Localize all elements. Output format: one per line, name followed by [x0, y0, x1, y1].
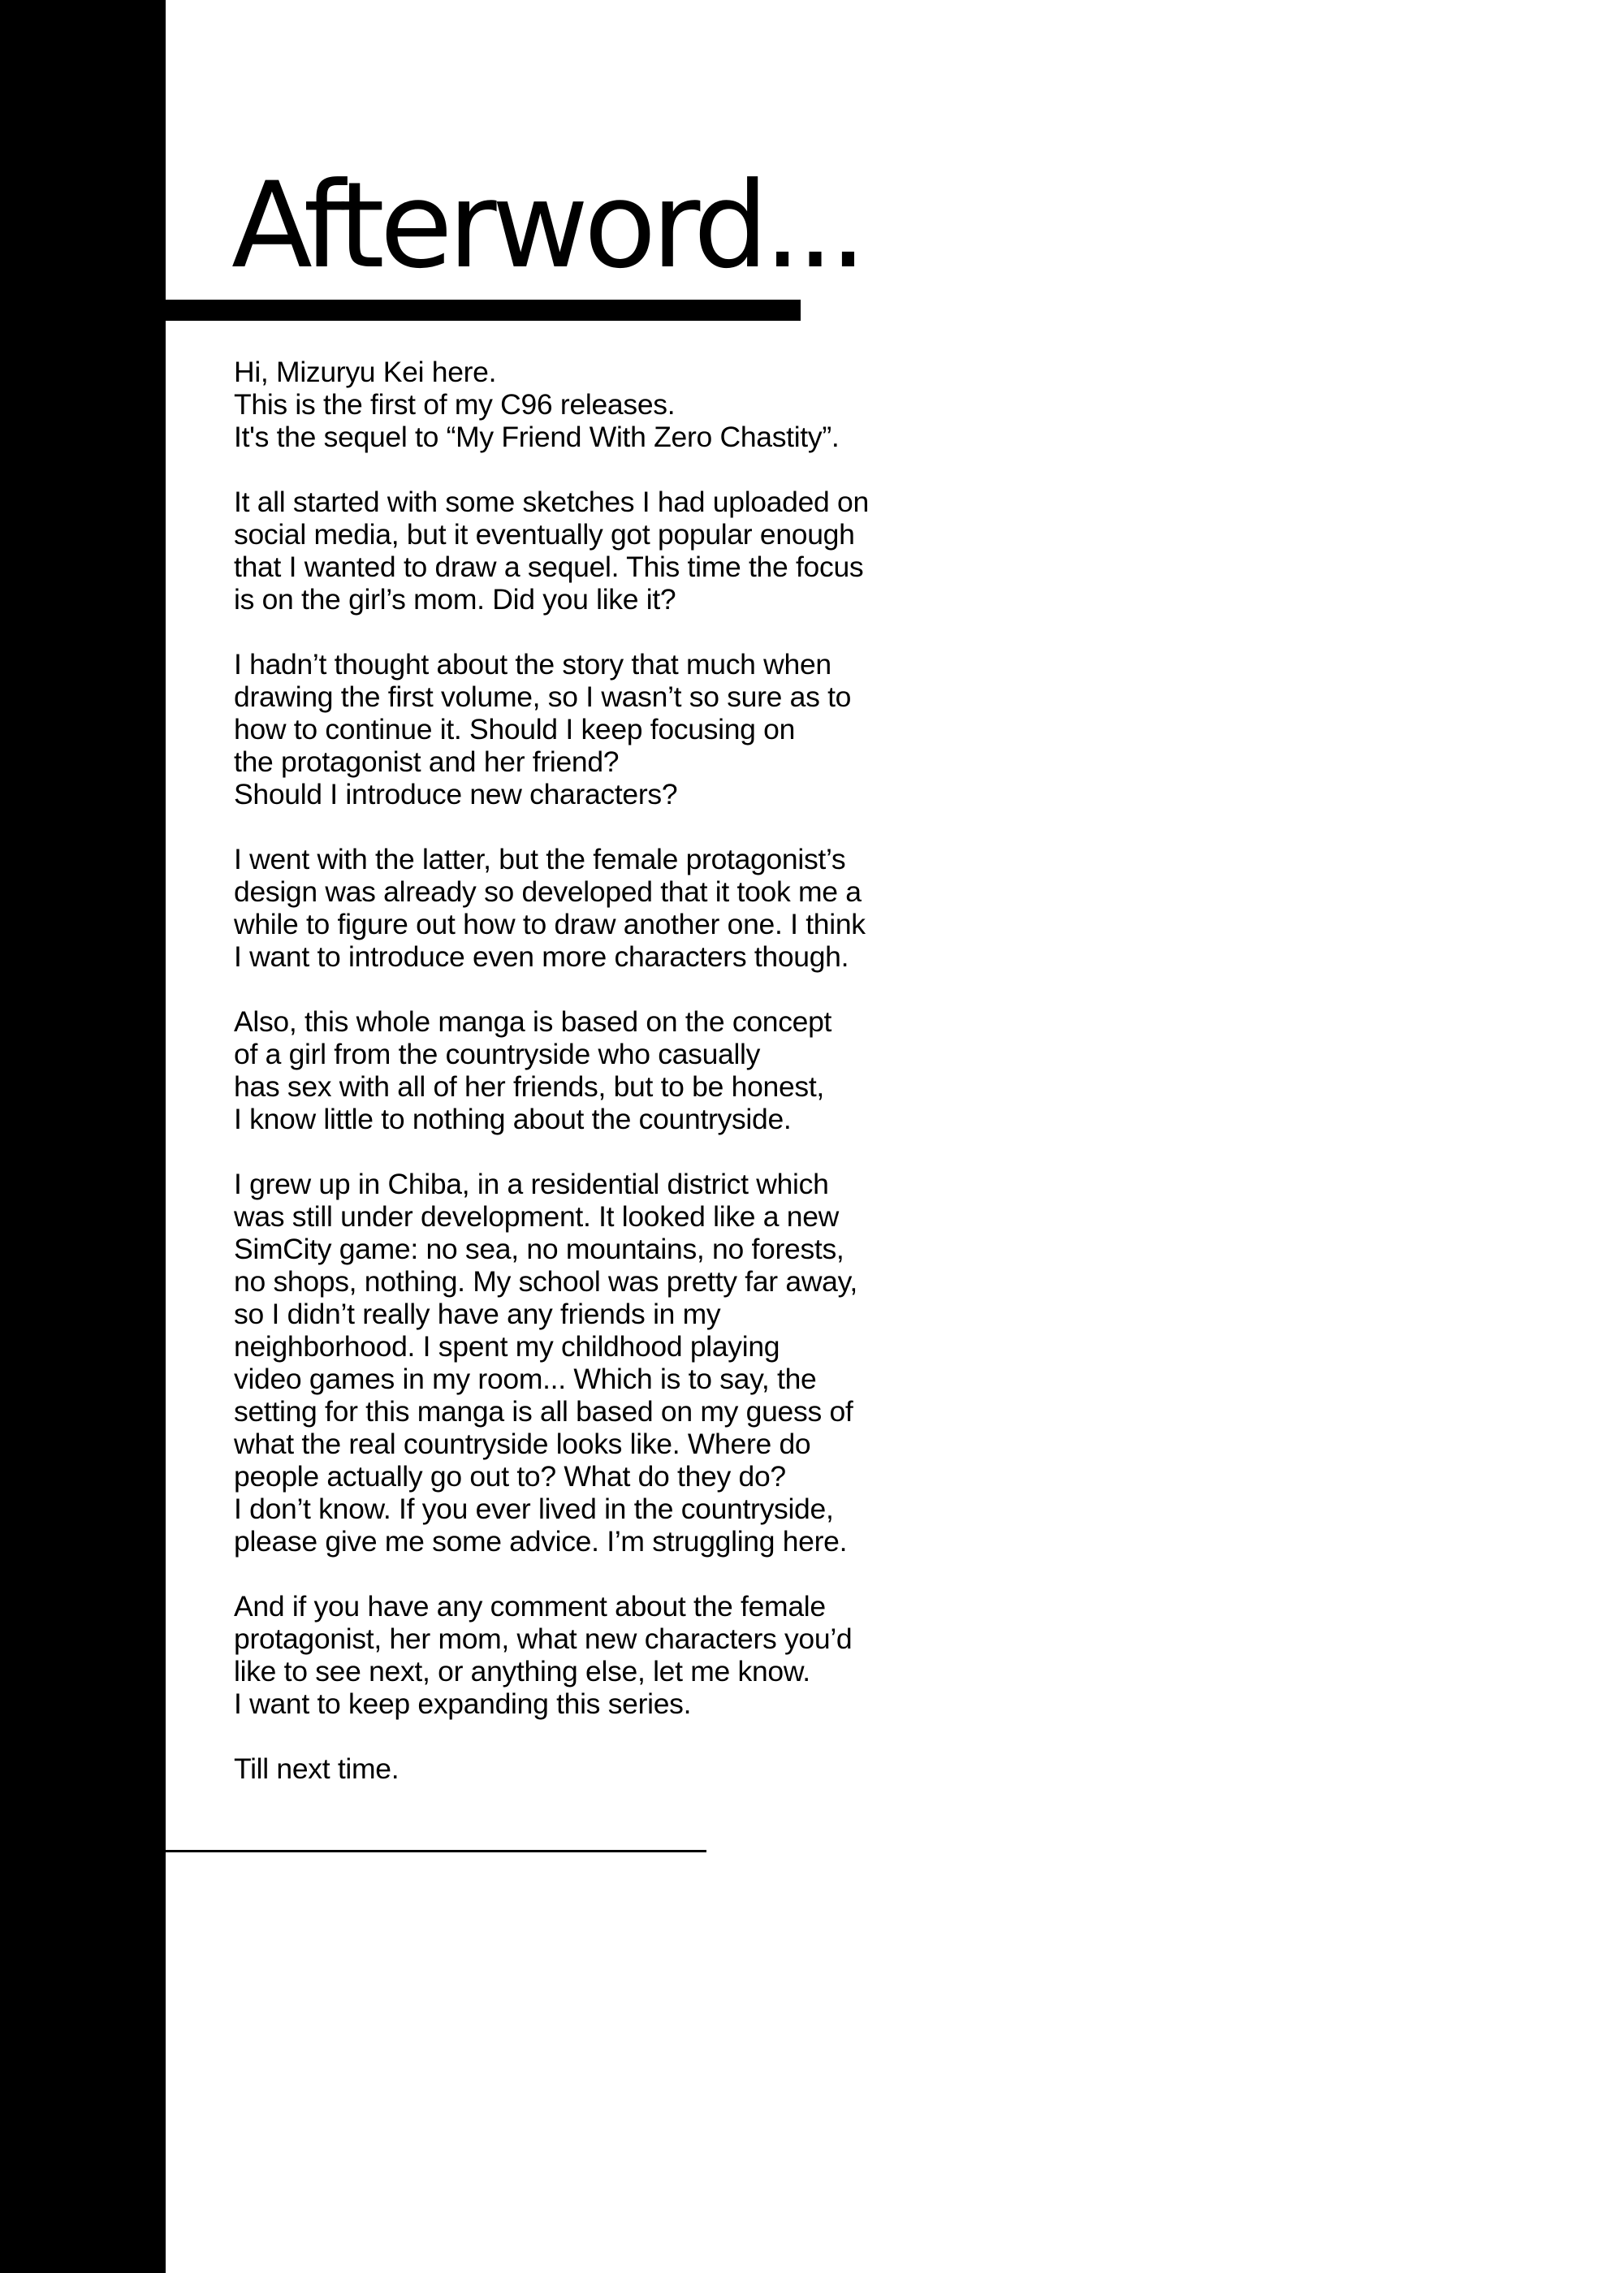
- text-line: Hi, Mizuryu Kei here.: [234, 356, 497, 388]
- text-line: I want to introduce even more characters though.: [234, 940, 849, 973]
- closing-rule: [166, 1850, 706, 1852]
- text-line: I hadn’t thought about the story that much when: [234, 648, 831, 681]
- title-underline: [166, 300, 801, 321]
- text-line: This is the first of my C96 releases.: [234, 388, 676, 421]
- text-line: of a girl from the countryside who casually: [234, 1038, 761, 1070]
- text-line: the protagonist and her friend?: [234, 745, 620, 778]
- afterword-body: [234, 356, 965, 1785]
- paragraph: [234, 486, 965, 616]
- paragraph: [234, 356, 965, 453]
- text-line: so I didn’t really have any friends in my: [234, 1298, 721, 1330]
- text-line: And if you have any comment about the female: [234, 1590, 826, 1623]
- text-line: protagonist, her mom, what new characters you’d: [234, 1623, 853, 1655]
- text-line: has sex with all of her friends, but to be honest,: [234, 1070, 824, 1103]
- text-line: was still under development. It looked like a new: [234, 1200, 840, 1233]
- text-line: while to figure out how to draw another one. I think: [234, 908, 866, 940]
- text-line: video games in my room... Which is to say, the: [234, 1363, 817, 1395]
- text-line: setting for this manga is all based on my guess of: [234, 1395, 853, 1428]
- text-line: no shops, nothing. My school was pretty far away,: [234, 1265, 857, 1298]
- text-line: people actually go out to? What do they do?: [234, 1460, 786, 1493]
- paragraph: [234, 843, 965, 973]
- text-line: I went with the latter, but the female protagonist’s: [234, 843, 846, 875]
- text-line: like to see next, or anything else, let me know.: [234, 1655, 810, 1687]
- text-line: I grew up in Chiba, in a residential district which: [234, 1168, 829, 1200]
- text-line: what the real countryside looks like. Where do: [234, 1428, 811, 1460]
- paragraph: [234, 1168, 965, 1558]
- text-line: Also, this whole manga is based on the concept: [234, 1005, 832, 1038]
- text-line: design was already so developed that it took me a: [234, 875, 862, 908]
- text-line: SimCity game: no sea, no mountains, no forests,: [234, 1233, 844, 1265]
- text-line: is on the girl’s mom. Did you like it?: [234, 583, 676, 616]
- text-line: Should I introduce new characters?: [234, 778, 678, 810]
- page-title: Afterword...: [231, 157, 862, 295]
- paragraph: [234, 648, 965, 810]
- paragraph: [234, 1590, 965, 1720]
- text-line: please give me some advice. I’m struggling here.: [234, 1525, 848, 1558]
- text-line: I don’t know. If you ever lived in the countryside,: [234, 1493, 834, 1525]
- text-line: It all started with some sketches I had uploaded on: [234, 486, 869, 518]
- paragraph: [234, 1752, 965, 1785]
- text-line: neighborhood. I spent my childhood playing: [234, 1330, 780, 1363]
- text-line: how to continue it. Should I keep focusing on: [234, 713, 796, 745]
- text-line: It's the sequel to “My Friend With Zero Chastity”.: [234, 421, 840, 453]
- text-line: Till next time.: [234, 1752, 400, 1785]
- text-line: I want to keep expanding this series.: [234, 1687, 692, 1720]
- text-line: that I wanted to draw a sequel. This time the focus: [234, 551, 864, 583]
- text-line: I know little to nothing about the countryside.: [234, 1103, 792, 1135]
- side-bar: [0, 0, 166, 2273]
- text-line: social media, but it eventually got popular enough: [234, 518, 855, 551]
- text-line: drawing the first volume, so I wasn’t so sure as to: [234, 681, 852, 713]
- paragraph: [234, 1005, 965, 1135]
